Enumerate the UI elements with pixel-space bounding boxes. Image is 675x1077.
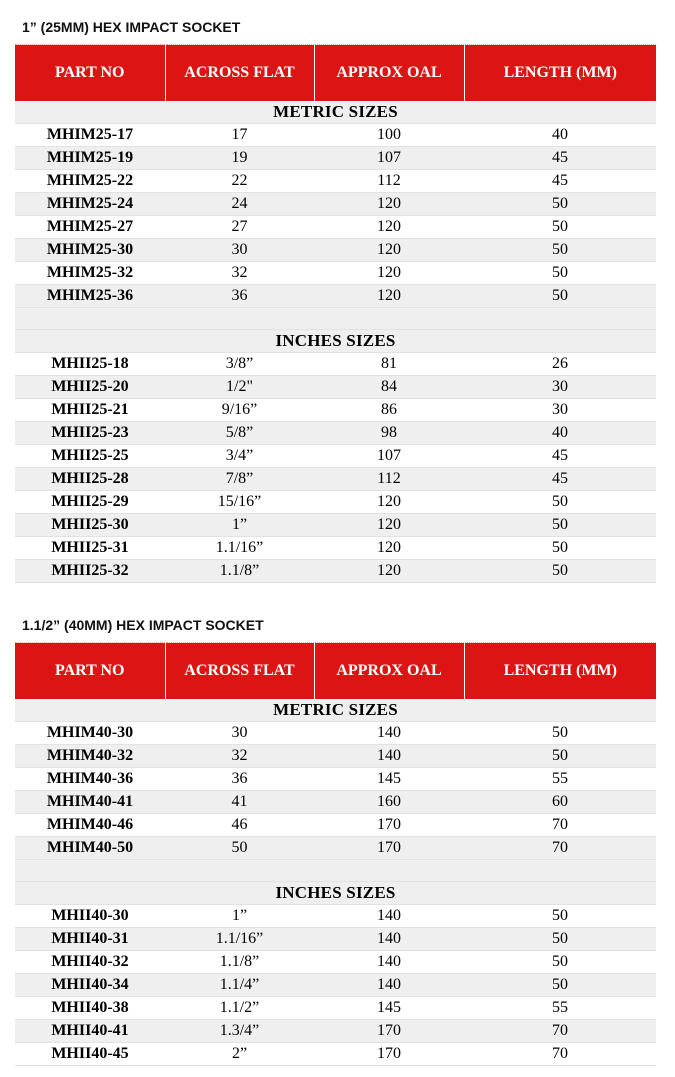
- length-cell: 55: [464, 768, 656, 791]
- table-row: [15, 422, 656, 445]
- part-no-cell: MHIM40-30: [15, 722, 165, 745]
- part-no-cell: MHII25-20: [15, 376, 165, 399]
- part-no-cell: MHIM25-17: [15, 124, 165, 147]
- across-flat-cell: 1.1/8”: [165, 951, 314, 974]
- table-row: [15, 399, 656, 422]
- length-cell: 45: [464, 147, 656, 170]
- part-no-cell: MHIM40-50: [15, 837, 165, 860]
- spacer-row: [15, 860, 656, 882]
- part-no-cell: MHII40-38: [15, 997, 165, 1020]
- length-cell: 45: [464, 170, 656, 193]
- table-row: [15, 837, 656, 860]
- across-flat-cell: 9/16”: [165, 399, 314, 422]
- header-part-no: PART NO: [15, 643, 165, 700]
- approx-oal-cell: 170: [314, 814, 464, 837]
- table-row: [15, 1020, 656, 1043]
- part-no-cell: MHII25-31: [15, 537, 165, 560]
- approx-oal-cell: 140: [314, 951, 464, 974]
- approx-oal-cell: 140: [314, 974, 464, 997]
- part-no-cell: MHIM25-32: [15, 262, 165, 285]
- table-header-row: [15, 643, 656, 700]
- part-no-cell: MHIM25-24: [15, 193, 165, 216]
- across-flat-cell: 22: [165, 170, 314, 193]
- group-label-inches: INCHES SIZES: [15, 882, 656, 905]
- group-row-inches: [15, 330, 656, 353]
- table-row: [15, 445, 656, 468]
- length-cell: 50: [464, 491, 656, 514]
- across-flat-cell: 1.1/16”: [165, 537, 314, 560]
- length-cell: 50: [464, 514, 656, 537]
- approx-oal-cell: 120: [314, 262, 464, 285]
- section-title-40mm: 1.1/2” (40MM) HEX IMPACT SOCKET: [22, 617, 264, 633]
- approx-oal-cell: 107: [314, 445, 464, 468]
- approx-oal-cell: 145: [314, 997, 464, 1020]
- group-label-metric: METRIC SIZES: [15, 101, 656, 124]
- table-row: [15, 928, 656, 951]
- part-no-cell: MHIM25-27: [15, 216, 165, 239]
- length-cell: 50: [464, 193, 656, 216]
- length-cell: 30: [464, 399, 656, 422]
- across-flat-cell: 2”: [165, 1043, 314, 1066]
- approx-oal-cell: 112: [314, 170, 464, 193]
- length-cell: 70: [464, 814, 656, 837]
- table-row: [15, 560, 656, 583]
- spec-table-25mm: [15, 44, 656, 583]
- group-row-inches: [15, 882, 656, 905]
- length-cell: 45: [464, 445, 656, 468]
- approx-oal-cell: 160: [314, 791, 464, 814]
- across-flat-cell: 17: [165, 124, 314, 147]
- approx-oal-cell: 140: [314, 928, 464, 951]
- spacer-row: [15, 308, 656, 330]
- across-flat-cell: 1”: [165, 905, 314, 928]
- part-no-cell: MHII40-32: [15, 951, 165, 974]
- across-flat-cell: 32: [165, 262, 314, 285]
- length-cell: 50: [464, 560, 656, 583]
- across-flat-cell: 1.1/8”: [165, 560, 314, 583]
- part-no-cell: MHII40-45: [15, 1043, 165, 1066]
- table-row: [15, 147, 656, 170]
- across-flat-cell: 24: [165, 193, 314, 216]
- length-cell: 70: [464, 1020, 656, 1043]
- spec-table-40mm: [15, 642, 656, 1066]
- length-cell: 50: [464, 951, 656, 974]
- length-cell: 50: [464, 928, 656, 951]
- length-cell: 30: [464, 376, 656, 399]
- across-flat-cell: 5/8”: [165, 422, 314, 445]
- approx-oal-cell: 98: [314, 422, 464, 445]
- part-no-cell: MHII40-41: [15, 1020, 165, 1043]
- across-flat-cell: 1.1/4”: [165, 974, 314, 997]
- table-row: [15, 514, 656, 537]
- table-row: [15, 239, 656, 262]
- part-no-cell: MHIM40-46: [15, 814, 165, 837]
- part-no-cell: MHII25-25: [15, 445, 165, 468]
- group-row-metric: [15, 101, 656, 124]
- approx-oal-cell: 120: [314, 216, 464, 239]
- group-row-metric: [15, 699, 656, 722]
- part-no-cell: MHII25-30: [15, 514, 165, 537]
- across-flat-cell: 36: [165, 768, 314, 791]
- approx-oal-cell: 140: [314, 722, 464, 745]
- table-row: [15, 814, 656, 837]
- spacer-cell: [15, 308, 656, 330]
- part-no-cell: MHIM25-22: [15, 170, 165, 193]
- header-across-flat: ACROSS FLAT: [165, 45, 314, 102]
- approx-oal-cell: 120: [314, 491, 464, 514]
- across-flat-cell: 1.3/4”: [165, 1020, 314, 1043]
- section-title-25mm: 1” (25MM) HEX IMPACT SOCKET: [22, 19, 241, 35]
- across-flat-cell: 1.1/16”: [165, 928, 314, 951]
- table-row: [15, 262, 656, 285]
- length-cell: 50: [464, 239, 656, 262]
- part-no-cell: MHII25-29: [15, 491, 165, 514]
- across-flat-cell: 36: [165, 285, 314, 308]
- table-row: [15, 745, 656, 768]
- across-flat-cell: 1”: [165, 514, 314, 537]
- part-no-cell: MHIM25-19: [15, 147, 165, 170]
- approx-oal-cell: 120: [314, 193, 464, 216]
- approx-oal-cell: 140: [314, 745, 464, 768]
- length-cell: 60: [464, 791, 656, 814]
- approx-oal-cell: 120: [314, 514, 464, 537]
- group-label-metric: METRIC SIZES: [15, 699, 656, 722]
- length-cell: 50: [464, 745, 656, 768]
- approx-oal-cell: 140: [314, 905, 464, 928]
- approx-oal-cell: 120: [314, 239, 464, 262]
- approx-oal-cell: 145: [314, 768, 464, 791]
- table-row: [15, 791, 656, 814]
- header-approx-oal: APPROX OAL: [314, 643, 464, 700]
- part-no-cell: MHII25-28: [15, 468, 165, 491]
- length-cell: 50: [464, 905, 656, 928]
- across-flat-cell: 32: [165, 745, 314, 768]
- approx-oal-cell: 170: [314, 1043, 464, 1066]
- approx-oal-cell: 100: [314, 124, 464, 147]
- across-flat-cell: 50: [165, 837, 314, 860]
- table-row: [15, 491, 656, 514]
- part-no-cell: MHII40-30: [15, 905, 165, 928]
- part-no-cell: MHII25-18: [15, 353, 165, 376]
- across-flat-cell: 27: [165, 216, 314, 239]
- length-cell: 50: [464, 285, 656, 308]
- part-no-cell: MHII40-34: [15, 974, 165, 997]
- length-cell: 45: [464, 468, 656, 491]
- length-cell: 50: [464, 216, 656, 239]
- table-row: [15, 951, 656, 974]
- length-cell: 50: [464, 974, 656, 997]
- table-row: [15, 216, 656, 239]
- across-flat-cell: 1.1/2”: [165, 997, 314, 1020]
- part-no-cell: MHIM40-32: [15, 745, 165, 768]
- length-cell: 40: [464, 422, 656, 445]
- header-across-flat: ACROSS FLAT: [165, 643, 314, 700]
- part-no-cell: MHIM40-41: [15, 791, 165, 814]
- header-length-mm: LENGTH (MM): [464, 643, 656, 700]
- approx-oal-cell: 81: [314, 353, 464, 376]
- approx-oal-cell: 170: [314, 837, 464, 860]
- table-row: [15, 376, 656, 399]
- header-length-mm: LENGTH (MM): [464, 45, 656, 102]
- across-flat-cell: 3/4”: [165, 445, 314, 468]
- approx-oal-cell: 120: [314, 285, 464, 308]
- table-row: [15, 170, 656, 193]
- table-row: [15, 285, 656, 308]
- across-flat-cell: 41: [165, 791, 314, 814]
- across-flat-cell: 19: [165, 147, 314, 170]
- table-row: [15, 124, 656, 147]
- across-flat-cell: 3/8”: [165, 353, 314, 376]
- approx-oal-cell: 120: [314, 537, 464, 560]
- table-row: [15, 468, 656, 491]
- table-row: [15, 193, 656, 216]
- part-no-cell: MHII40-31: [15, 928, 165, 951]
- table-row: [15, 905, 656, 928]
- across-flat-cell: 30: [165, 722, 314, 745]
- part-no-cell: MHII25-23: [15, 422, 165, 445]
- approx-oal-cell: 112: [314, 468, 464, 491]
- part-no-cell: MHIM25-36: [15, 285, 165, 308]
- part-no-cell: MHII25-21: [15, 399, 165, 422]
- part-no-cell: MHII25-32: [15, 560, 165, 583]
- length-cell: 50: [464, 722, 656, 745]
- approx-oal-cell: 120: [314, 560, 464, 583]
- length-cell: 70: [464, 837, 656, 860]
- length-cell: 70: [464, 1043, 656, 1066]
- table-row: [15, 997, 656, 1020]
- length-cell: 55: [464, 997, 656, 1020]
- table-row: [15, 722, 656, 745]
- length-cell: 50: [464, 537, 656, 560]
- part-no-cell: MHIM25-30: [15, 239, 165, 262]
- table-row: [15, 353, 656, 376]
- table-row: [15, 1043, 656, 1066]
- length-cell: 26: [464, 353, 656, 376]
- length-cell: 50: [464, 262, 656, 285]
- table-row: [15, 537, 656, 560]
- across-flat-cell: 46: [165, 814, 314, 837]
- across-flat-cell: 7/8”: [165, 468, 314, 491]
- table-header-row: [15, 45, 656, 102]
- header-approx-oal: APPROX OAL: [314, 45, 464, 102]
- approx-oal-cell: 84: [314, 376, 464, 399]
- table-row: [15, 768, 656, 791]
- part-no-cell: MHIM40-36: [15, 768, 165, 791]
- header-part-no: PART NO: [15, 45, 165, 102]
- approx-oal-cell: 170: [314, 1020, 464, 1043]
- across-flat-cell: 30: [165, 239, 314, 262]
- approx-oal-cell: 86: [314, 399, 464, 422]
- across-flat-cell: 15/16”: [165, 491, 314, 514]
- spacer-cell: [15, 860, 656, 882]
- group-label-inches: INCHES SIZES: [15, 330, 656, 353]
- length-cell: 40: [464, 124, 656, 147]
- approx-oal-cell: 107: [314, 147, 464, 170]
- across-flat-cell: 1/2": [165, 376, 314, 399]
- table-row: [15, 974, 656, 997]
